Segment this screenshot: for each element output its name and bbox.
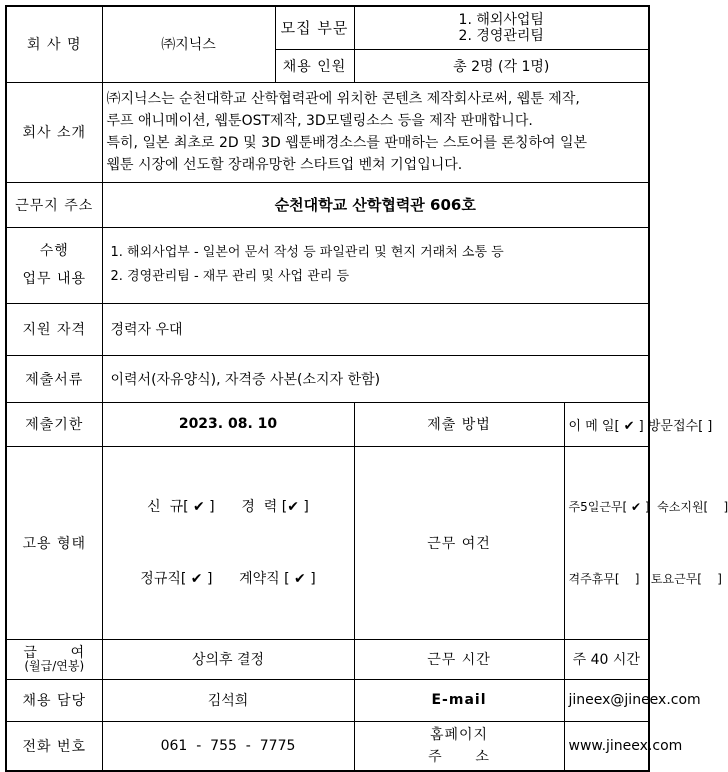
address-label: 근무지 주소: [6, 182, 102, 227]
salary-label-sub: (월급/연봉): [24, 658, 85, 673]
contact-person-label: 채용 담당: [6, 679, 102, 721]
employment-type-label: 고용 형태: [6, 446, 102, 639]
duties-text: [102, 227, 649, 303]
employment-type-line1: 신 규[ ✔ ] 경 력 [✔ ]: [147, 498, 309, 515]
conditions-line1: 주5일근무[ ✔ ] 숙소지원[ ]: [568, 499, 728, 514]
headcount-label: 채용 인원: [275, 49, 354, 82]
employment-type-line2: 정규직[ ✔ ] 계약직 [ ✔ ]: [140, 570, 316, 587]
intro-line2: 루프 애니메이션, 웹툰OST제작, 3D모델링소스 등을 제작 판매합니다.: [106, 113, 533, 129]
documents-value: 이력서(자유양식), 자격증 사본(소지자 한함): [102, 355, 649, 402]
duties-line1: 1. 해외사업부 - 일본어 문서 작성 등 파일관리 및 현지 거래처 소통 등: [110, 245, 504, 260]
address-value: 순천대학교 산학협력관 606호: [102, 182, 649, 227]
deadline-label: 제출기한: [6, 402, 102, 446]
submit-method-label: 제출 방법: [354, 402, 564, 446]
duties-label-line2: 업무 내용: [22, 271, 87, 287]
phone-value: 061 - 755 - 7775: [102, 721, 354, 771]
salary-label-main: 급 여: [23, 644, 86, 661]
submit-method-value: 이 메 일[ ✔ ] 방문접수[ ]: [564, 402, 649, 446]
intro-label: 회사 소개: [6, 82, 102, 182]
email-label: E-mail: [354, 679, 564, 721]
recruit-dept-value: [354, 6, 649, 49]
employment-type-value: [102, 446, 354, 639]
homepage-label: [354, 721, 564, 771]
intro-line1: ㈜지닉스는 순천대학교 산학협력관에 위치한 콘텐츠 제작회사로써, 웹툰 제작,: [106, 91, 580, 107]
phone-label: 전화 번호: [6, 721, 102, 771]
headcount-value: 총 2명 (각 1명): [354, 49, 649, 82]
intro-line4: 웹툰 시장에 선도할 장래유망한 스타트업 벤쳐 기업입니다.: [106, 157, 463, 173]
duties-line2: 2. 경영관리팀 - 재무 관리 및 사업 관리 등: [110, 269, 350, 284]
homepage-value: www.jineex.com: [564, 721, 649, 771]
conditions-value: [564, 446, 728, 639]
conditions-label: 근무 여건: [354, 446, 564, 639]
company-value: ㈜지닉스: [102, 6, 275, 82]
contact-person-value: 김석희: [102, 679, 354, 721]
intro-line3: 특히, 일본 최초로 2D 및 3D 웹툰배경소스를 판매하는 스토어를 론칭하여 일본: [106, 135, 588, 151]
job-posting-form: [5, 5, 728, 772]
documents-label: 제출서류: [6, 355, 102, 402]
email-value: jineex@jineex.com: [564, 679, 649, 721]
salary-value: 상의후 결정: [102, 639, 354, 679]
work-hours-value: 주 40 시간: [564, 639, 649, 679]
conditions-line2: 격주휴무[ ] 토요근무[ ]: [568, 571, 722, 586]
duties-label: [6, 227, 102, 303]
salary-label: [6, 639, 102, 679]
deadline-value: 2023. 08. 10: [102, 402, 354, 446]
intro-text: [102, 82, 649, 182]
recruit-dept-label: 모집 부문: [275, 6, 354, 49]
recruit-dept-line2: 2. 경영관리팀: [458, 27, 544, 44]
duties-label-line1: 수행: [39, 243, 69, 259]
qualification-value: 경력자 우대: [102, 303, 649, 355]
qualification-label: 지원 자격: [6, 303, 102, 355]
homepage-label-line1: 홈페이지: [429, 726, 489, 743]
company-label: 회 사 명: [6, 6, 102, 82]
recruit-dept-line1: 1. 해외사업팀: [458, 11, 544, 28]
homepage-label-line2: 주 소: [428, 748, 490, 765]
work-hours-label: 근무 시간: [354, 639, 564, 679]
